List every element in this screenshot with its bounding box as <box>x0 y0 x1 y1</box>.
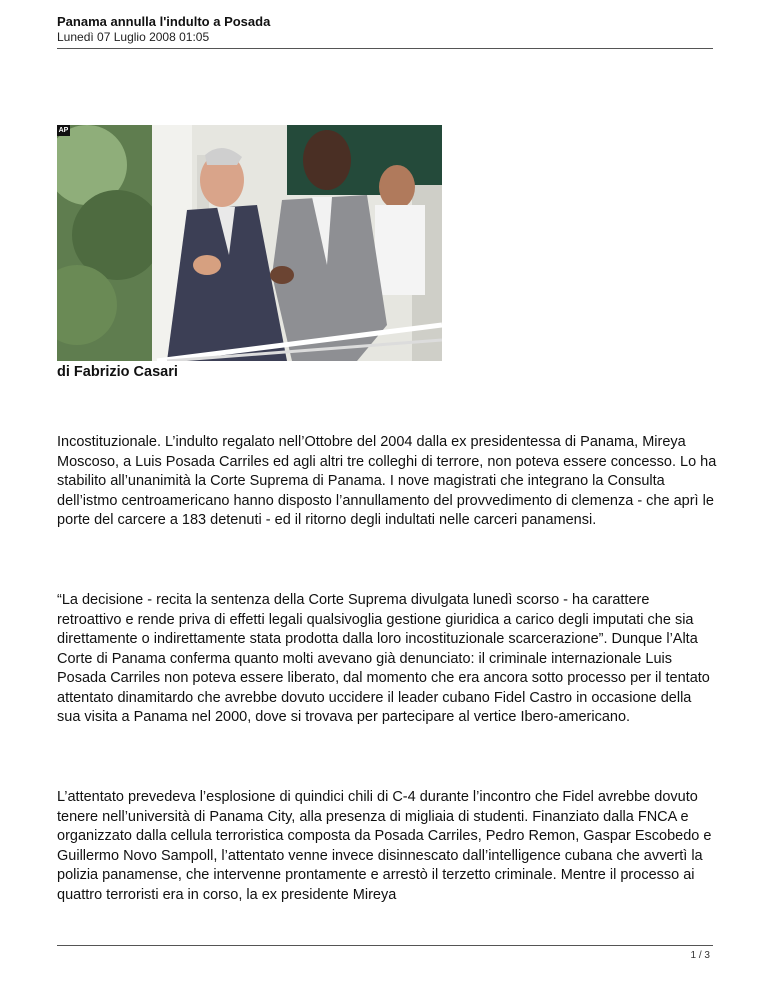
article-byline: di Fabrizio Casari <box>57 364 178 380</box>
article-paragraph-2: “La decisione - recita la sentenza della Corte Suprema divulgata lunedì scorso - ha carattere retroattivo e rende priva di effetti legali qualsivoglia gestione giuridica a carico degli imputati che sia direttamente o indirettamente stata prodotta dalla loro incostituzionale scarcerazione”. Dunque l’Alta Corte di Panama conferma quanto molti avevano già denunciato: il criminale internazionale Luis Posada Carriles non poteva essere liberato, dal momento che era ancora sotto processo per il tentato attentato dinamitardo che avrebbe dovuto uccidere il leader cubano Fidel Castro in occasione della sua visita a Panama nel 2000, dove si trovava per partecipare al vertice Ibero-americano. <box>57 592 710 725</box>
document-header <box>57 14 713 44</box>
article-paragraph-3: L’attentato prevedeva l’esplosione di quindici chili di C-4 durante l’incontro che Fidel avrebbe dovuto tenere nell’università di Panama City, alla presenza di migliaia di studenti. Finanziato dalla FNCA e organizzato dalla cellula terroristica composta da Posada Carriles, Pedro Remon, Gaspar Escobedo e Guillermo Novo Sampoll, l’attentato venne invece disinnescato dall’intelligence cubana che avvertì la polizia panamense, che intervenne prontamente e arrestò il terzetto criminale. Mentre il processo ai quattro terroristi era in corso, la ex presidente Mireya <box>57 789 712 903</box>
article-paragraph-1: Incostituzionale. L’indulto regalato nell’Ottobre del 2004 dalla ex presidentessa di Panama, Mireya Moscoso, a Luis Posada Carriles ed agli altri tre colleghi di terrore, non poteva essere concesso. Lo ha stabilito all’unanimità la Corte Suprema di Panama. I nove magistrati che integrano la Consulta dell’istmo centroamericano hanno disposto l’annullamento del provvedimento di clemenza - che aprì le porte del carcere a 183 detenuti - ed il ritorno degli indultati nelle carceri panamensi. <box>57 434 717 528</box>
document-date: Lunedì 07 Luglio 2008 01:05 <box>57 30 210 44</box>
document-title: Panama annulla l'indulto a Posada <box>57 14 271 29</box>
article-photo <box>57 125 442 361</box>
ap-logo-badge: AP <box>58 127 69 134</box>
page-number: 1 / 3 <box>690 950 710 961</box>
header-divider <box>57 48 713 49</box>
footer-divider <box>57 945 713 946</box>
